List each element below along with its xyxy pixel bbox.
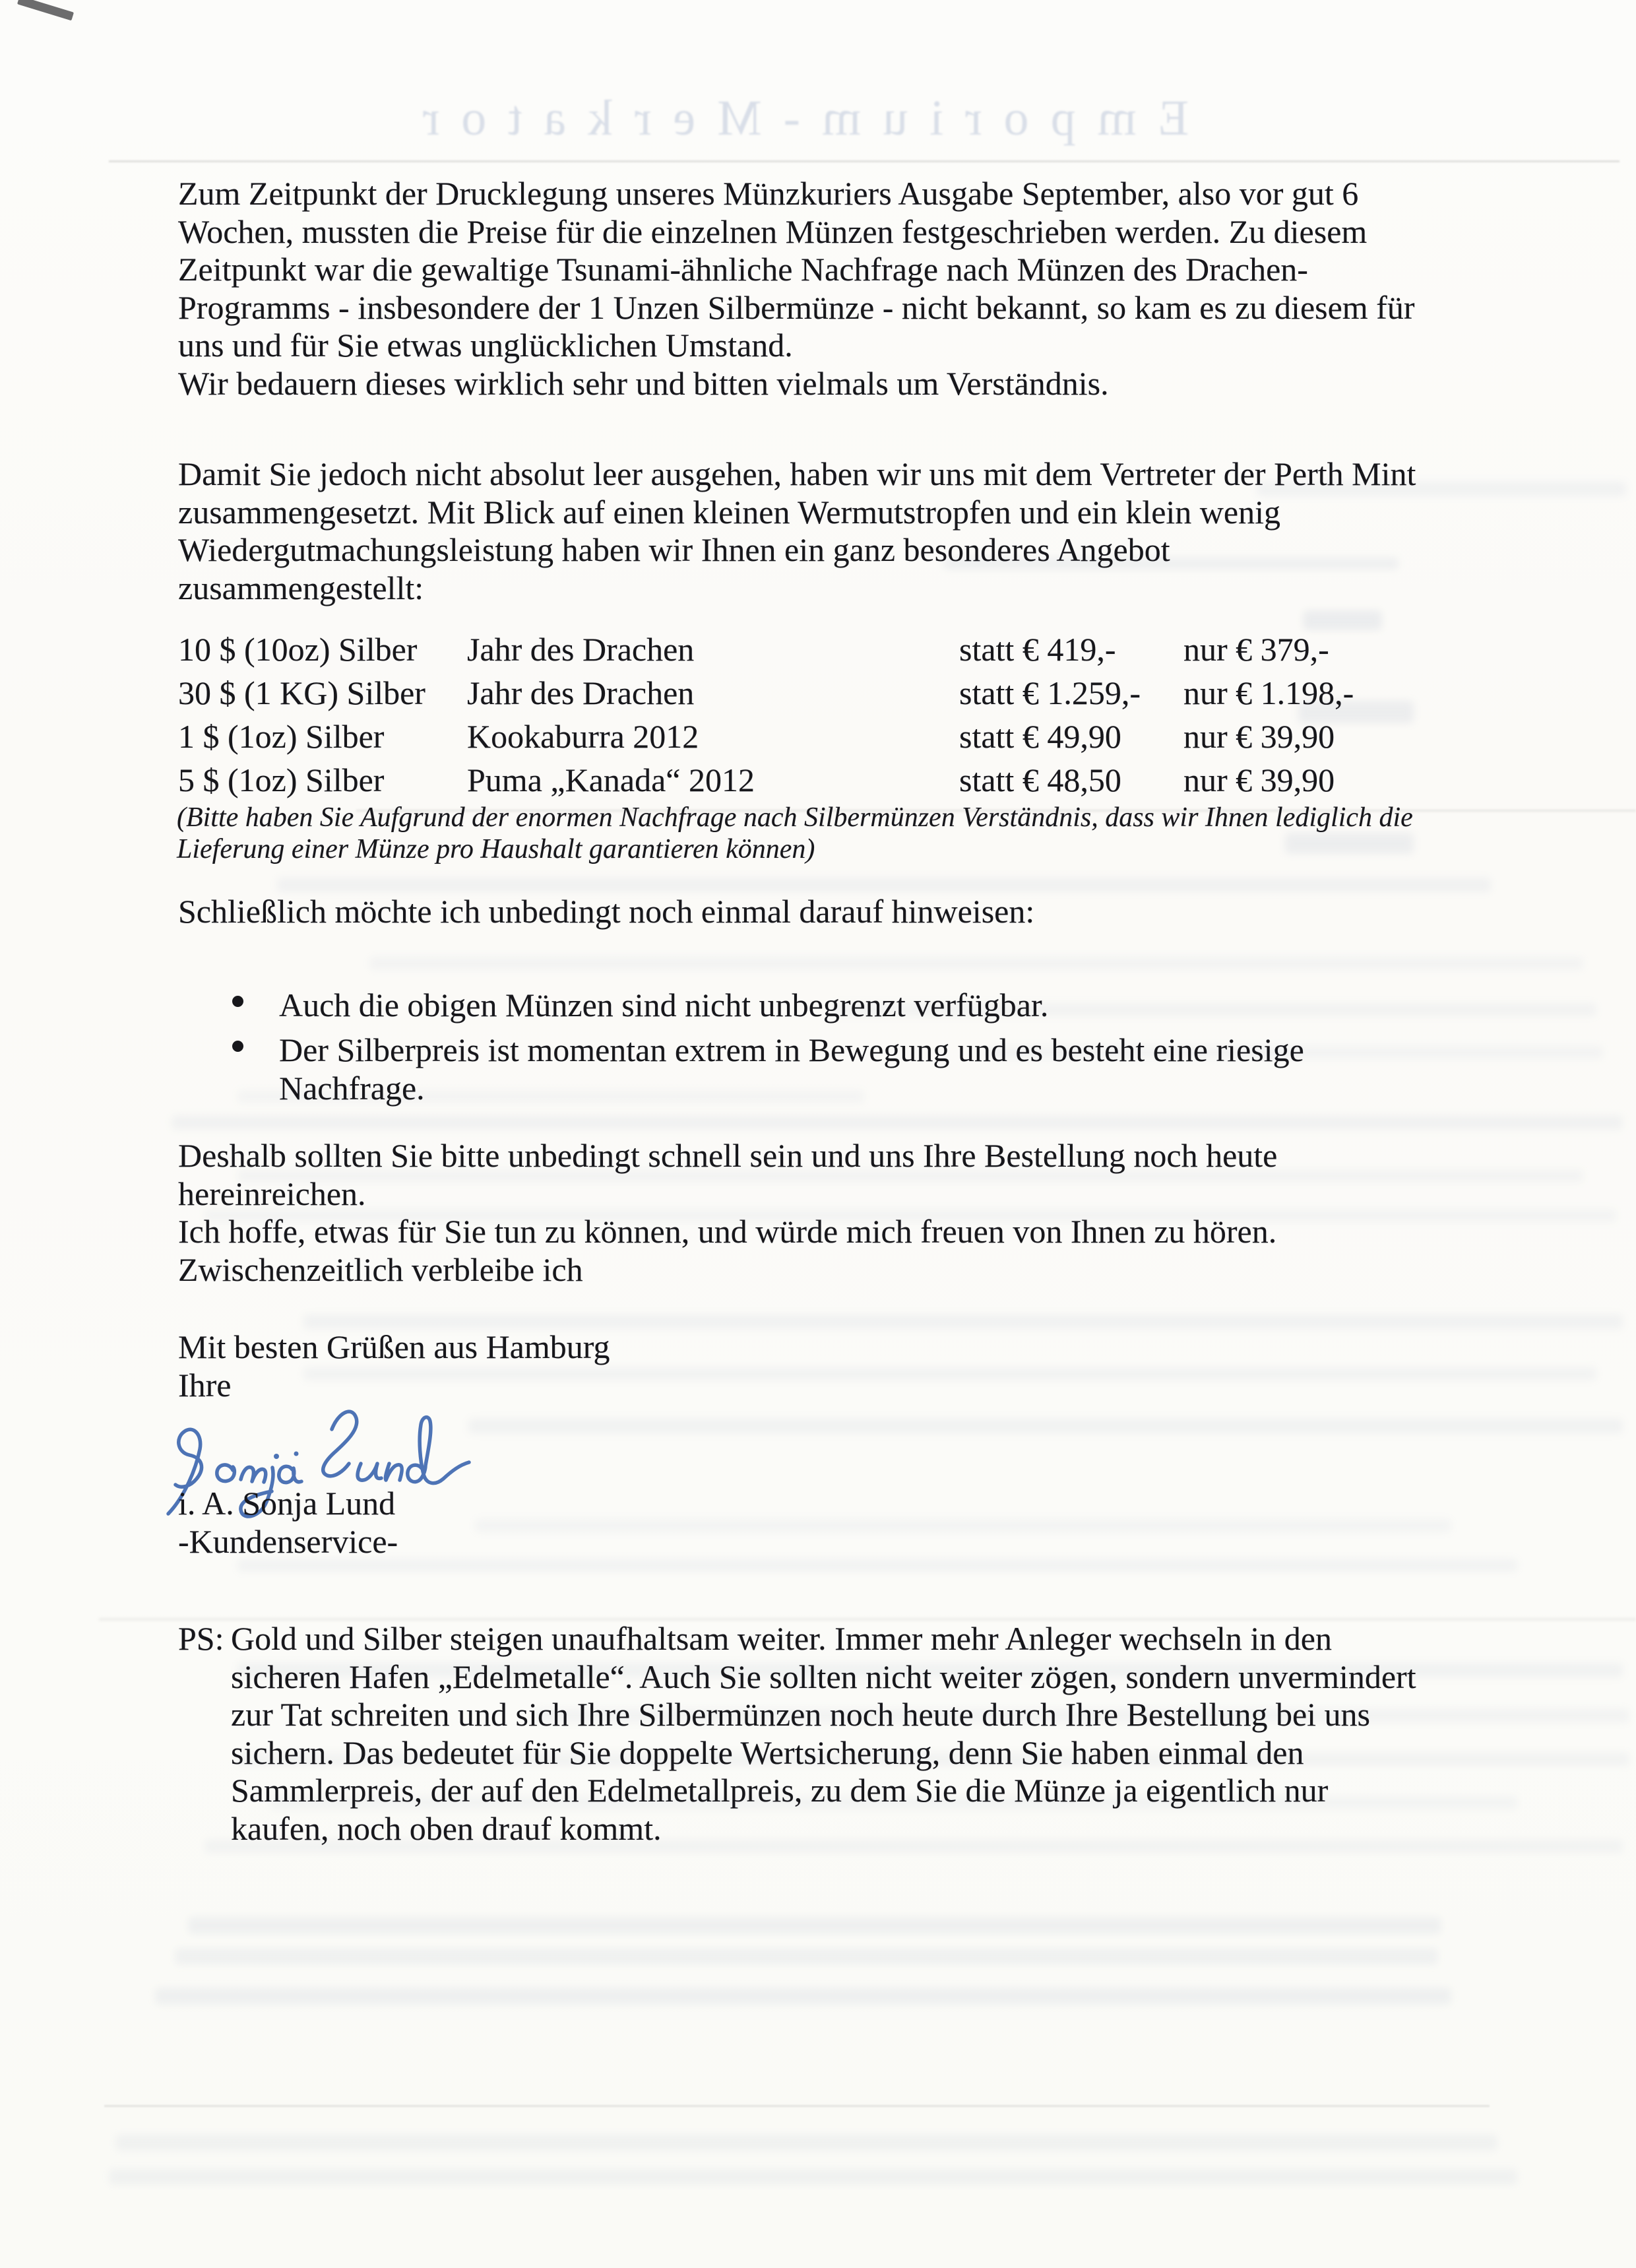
- text-line: uns und für Sie etwas unglücklichen Umstand.: [178, 327, 793, 364]
- intro-paragraph: [178, 175, 1415, 403]
- offer-intro-paragraph: [178, 455, 1416, 607]
- text-line: Auch die obigen Münzen sind nicht unbegrenzt verfügbar.: [279, 987, 1049, 1023]
- offer-row: [0, 630, 1636, 670]
- bleedthrough-bottom-rule: [104, 2105, 1490, 2107]
- offer-old-price: statt € 48,50: [959, 761, 1121, 798]
- offer-coin-name: Jahr des Drachen: [467, 631, 695, 668]
- offer-old-price: statt € 419,-: [959, 631, 1116, 668]
- offer-coin-name: Kookaburra 2012: [467, 718, 699, 755]
- offer-denomination: 10 $ (10oz) Silber: [178, 631, 418, 668]
- text-line: Lieferung einer Münze pro Haushalt garantieren können): [177, 834, 815, 864]
- text-line: Sammlerpreis, der auf den Edelmetallpreis, zu dem Sie die Münze ja eigentlich nur: [231, 1772, 1329, 1809]
- text-line: Wiedergutmachungsleistung haben wir Ihnen ein ganz besonderes Angebot: [178, 531, 1170, 568]
- bleedthrough-smudge: [468, 1419, 1623, 1433]
- bleedthrough-header-rule: [109, 160, 1620, 162]
- text-line: Deshalb sollten Sie bitte unbedingt schnell sein und uns Ihre Bestellung noch heute: [178, 1137, 1278, 1174]
- text-line: sichern. Das bedeutet für Sie doppelte Wertsicherung, denn Sie haben einmal den: [231, 1733, 1304, 1771]
- bleedthrough-smudge: [188, 1917, 1441, 1934]
- offer-denomination: 1 $ (1oz) Silber: [178, 718, 385, 755]
- text-line: zusammengesetzt. Mit Blick auf einen kleinen Wermutstropfen und ein klein wenig: [178, 493, 1280, 531]
- text-line: Ich hoffe, etwas für Sie tun zu können, und würde mich freuen von Ihnen zu hören.: [178, 1213, 1277, 1250]
- text-line: (Bitte haben Sie Aufgrund der enormen Nachfrage nach Silbermünzen Verständnis, dass wir Ihnen lediglich die: [177, 802, 1413, 833]
- bleedthrough-company-header: Emporium-Merkator: [400, 90, 1189, 146]
- scan-corner-artifact: [17, 0, 74, 20]
- bleedthrough-smudge: [155, 1988, 1451, 2005]
- signer-block: [178, 1485, 398, 1561]
- offer-old-price: statt € 49,90: [959, 718, 1121, 755]
- offer-denomination: 30 $ (1 KG) Silber: [178, 674, 425, 711]
- bleedthrough-smudge: [237, 1559, 1517, 1572]
- text-line: Nachfrage.: [279, 1069, 425, 1107]
- closing-paragraph: [178, 1137, 1277, 1289]
- offer-coin-name: Jahr des Drachen: [467, 674, 695, 711]
- offer-new-price: nur € 1.198,-: [1183, 674, 1354, 711]
- bullet-text: [279, 987, 1048, 1025]
- bleedthrough-smudge: [175, 1948, 1438, 1965]
- text-line: kaufen, noch oben drauf kommt.: [231, 1809, 662, 1847]
- text-line: -Kundenservice-: [178, 1522, 398, 1560]
- text-line: Zeitpunkt war die gewaltige Tsunami-ähnliche Nachfrage nach Münzen des Drachen-: [178, 251, 1308, 288]
- hint-intro-line: [178, 893, 1034, 931]
- availability-note: [177, 802, 1413, 865]
- offer-new-price: nur € 379,-: [1183, 631, 1329, 668]
- bleedthrough-smudge: [109, 2169, 1517, 2185]
- text-line: Der Silberpreis ist momentan extrem in Bewegung und es besteht eine riesige: [279, 1031, 1304, 1068]
- text-line: zur Tat schreiten und sich Ihre Silbermünzen noch heute durch Ihre Bestellung bei uns: [231, 1696, 1371, 1733]
- bleedthrough-smudge: [115, 2135, 1497, 2151]
- text-line: Damit Sie jedoch nicht absolut leer ausgehen, haben wir uns mit dem Vertreter der Perth Mint: [178, 455, 1416, 492]
- bleedthrough-smudge: [172, 1115, 1623, 1130]
- text-line: Gold und Silber steigen unaufhaltsam weiter. Immer mehr Anleger wechseln in den: [231, 1620, 1332, 1657]
- ps-label: [178, 1620, 224, 1658]
- bullet-text: [279, 1031, 1304, 1107]
- text-line: Mit besten Grüßen aus Hamburg: [178, 1328, 610, 1365]
- offer-denomination: 5 $ (1oz) Silber: [178, 761, 385, 798]
- text-line: Zum Zeitpunkt der Drucklegung unseres Münzkuriers Ausgabe September, also vor gut 6: [178, 175, 1359, 212]
- offer-old-price: statt € 1.259,-: [959, 674, 1141, 711]
- text-line: sicheren Hafen „Edelmetalle“. Auch Sie sollten nicht weiter zögen, sondern unvermindert: [231, 1658, 1416, 1695]
- bullet-icon: [232, 996, 243, 1007]
- ps-label-text: PS:: [178, 1620, 224, 1657]
- text-line: zusammengestellt:: [178, 569, 424, 606]
- text-line: i. A. Sonja Lund: [178, 1485, 396, 1522]
- bleedthrough-smudge: [303, 1314, 1623, 1329]
- bullet-icon: [232, 1041, 243, 1052]
- text-line: Programms - insbesondere der 1 Unzen Silbermünze - nicht bekannt, so kam es zu diesem für: [178, 288, 1415, 326]
- offer-new-price: nur € 39,90: [1183, 761, 1335, 798]
- bleedthrough-smudge: [369, 957, 1583, 970]
- bleedthrough-smudge: [475, 1519, 1451, 1532]
- offer-row: [0, 674, 1636, 713]
- text-line: Ihre: [178, 1366, 232, 1404]
- ps-paragraph: [231, 1620, 1416, 1848]
- text-line: Zwischenzeitlich verbleibe ich: [178, 1250, 583, 1288]
- offer-row: [0, 761, 1636, 800]
- offer-new-price: nur € 39,90: [1183, 718, 1335, 755]
- bleedthrough-smudge: [1303, 610, 1382, 630]
- offer-row: [0, 717, 1636, 757]
- text-line: Wochen, mussten die Preise für die einzelnen Münzen festgeschrieben werden. Zu diesem: [178, 212, 1368, 250]
- offer-coin-name: Puma „Kanada“ 2012: [467, 761, 755, 798]
- bleedthrough-smudge: [277, 878, 1491, 892]
- text-line: hereinreichen.: [178, 1175, 366, 1212]
- hint-intro-text: Schließlich möchte ich unbedingt noch einmal darauf hinweisen:: [178, 893, 1035, 930]
- text-line: Wir bedauern dieses wirklich sehr und bitten vielmals um Verständnis.: [178, 364, 1109, 402]
